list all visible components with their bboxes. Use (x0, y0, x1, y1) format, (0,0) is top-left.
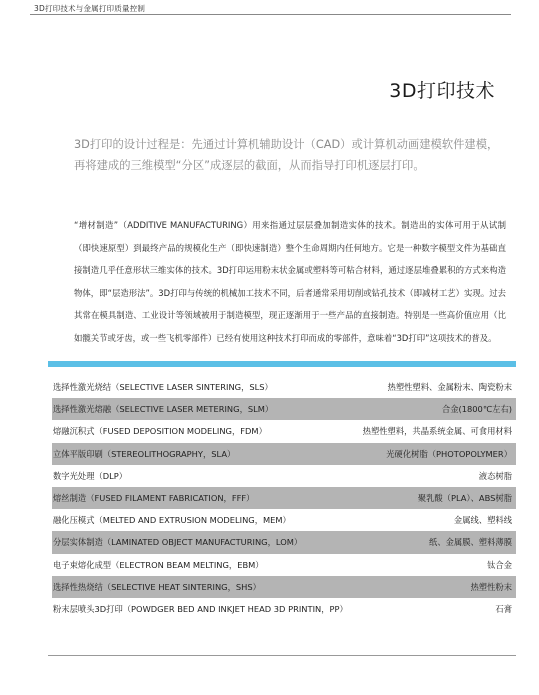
process-name: 粉末层喷头3D打印（POWDGER BED AND INKJET HEAD 3D PRINTIN，PP） (53, 603, 348, 614)
process-name: 选择性激光熔融（SELECTIVE LASER METERING，SLM） (53, 404, 274, 415)
process-materials: 光硬化树脂（PHOTOPOLYMER） (386, 448, 512, 459)
running-header: 3D打印技术与金属打印质量控制 (34, 4, 146, 13)
process-name: 熔融沉积式（FUSED DEPOSITION MODELING，FDM） (53, 426, 267, 437)
process-materials: 纸、金属膜、塑料薄膜 (429, 537, 512, 548)
process-materials: 热塑性粉末 (470, 581, 512, 592)
process-name: 融化压模式（MELTED AND EXTRUSION MODELING，MEM） (53, 515, 291, 526)
process-table (52, 376, 516, 620)
process-name: 选择性热烧结（SELECTIVE HEAT SINTERING，SHS） (53, 581, 261, 592)
table-row (52, 376, 516, 398)
table-row (52, 465, 516, 487)
intro-paragraph: 3D打印的设计过程是：先通过计算机辅助设计（CAD）或计算机动画建模软件建模，再将建成的三维模型“分区”成逐层的截面，从而指导打印机逐层打印。 (74, 138, 499, 172)
table-row (52, 509, 516, 531)
table-row (52, 443, 516, 465)
table-row (52, 398, 516, 420)
process-name: 数字光处理（DLP） (53, 470, 128, 481)
bottom-rule (48, 655, 516, 656)
process-materials: 液态树脂 (478, 470, 512, 481)
table-row (52, 576, 516, 598)
page-title: 3D打印技术 (389, 80, 495, 102)
process-materials: 石膏 (495, 603, 512, 614)
process-name: 立体平版印刷（STEREOLITHOGRAPHY，SLA） (53, 448, 236, 459)
table-row (52, 420, 516, 442)
table-row (52, 531, 516, 553)
process-materials: 钛合金 (487, 559, 512, 570)
header-rule (30, 14, 511, 15)
process-name: 电子束熔化成型（ELECTRON BEAM MELTING，EBM） (53, 559, 264, 570)
body-paragraph: “增材制造”（ADDITIVE MANUFACTURING）用来指通过层层叠加制造实体的技术。制造出的实体可用于从试制（即快速原型）到最终产品的规模化生产（即快速制造）整个生命周期内任何地方。它是一种数字模型文件为基础直接制造几乎任意形状三维实体的技术。3D打印运用粉末状金属或塑料等可粘合材料，通过逐层堆叠累积的方式来构造物体，即“层造形法”。3D打印与传统的机械加工技术不同，后者通常采用切削或钻孔技术（即减材工艺）实现。过去其常在模具制造、工业设计等领域被用于制造模型，现正逐渐用于一些产品的直接制造。特别是一些高价值应用（比如髋关节或牙齿，或一些飞机零部件）已经有使用这种技术打印而成的零部件，意味着“3D打印”这项技术的普及。 (74, 220, 506, 343)
process-materials: 聚乳酸（PLA）、ABS树脂 (417, 493, 512, 504)
process-materials: 金属线、塑料线 (453, 515, 512, 526)
table-row (52, 554, 516, 576)
table-row (52, 487, 516, 509)
process-name: 分层实体制造（LAMINATED OBJECT MANUFACTURING，LOM） (53, 537, 303, 548)
process-name: 熔丝制造（FUSED FILAMENT FABRICATION，FFF） (53, 493, 255, 504)
process-materials: 合金(1800℃左右) (441, 404, 512, 415)
process-materials: 热塑性塑料，共晶系统金属、可食用材料 (362, 426, 512, 437)
table-row (52, 598, 516, 620)
process-name: 选择性激光烧结（SELECTIVE LASER SINTERING，SLS） (53, 382, 273, 393)
process-materials: 热塑性塑料、金属粉末、陶瓷粉末 (387, 382, 512, 393)
accent-bar (48, 361, 516, 367)
